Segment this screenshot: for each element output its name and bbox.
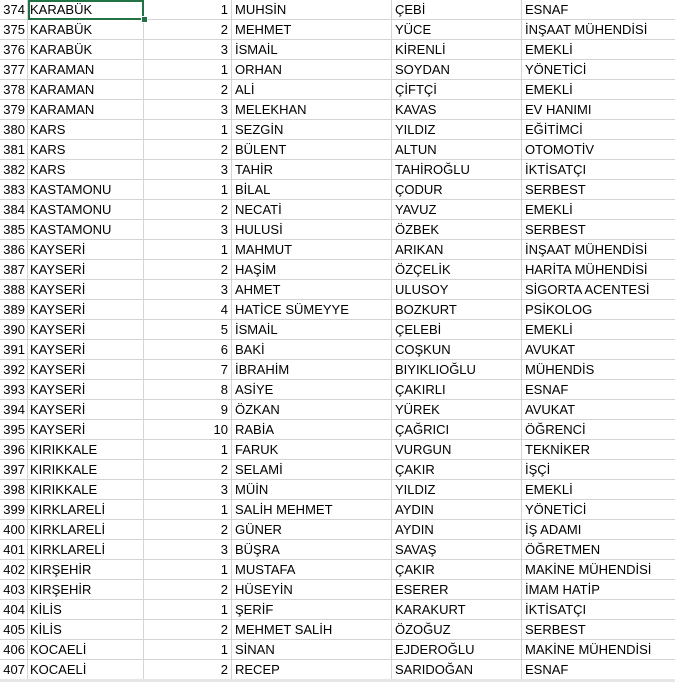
city-cell[interactable]: KAYSERİ: [28, 320, 144, 340]
order-cell[interactable]: 1: [144, 440, 232, 460]
table-row: [0, 300, 675, 320]
occupation-cell[interactable]: EMEKLİ: [522, 320, 675, 340]
order-cell[interactable]: 8: [144, 380, 232, 400]
first-name-cell[interactable]: İSMAİL: [232, 40, 392, 60]
row-number-cell[interactable]: 392: [0, 360, 28, 380]
first-name-cell[interactable]: BİLAL: [232, 180, 392, 200]
order-cell[interactable]: 2: [144, 20, 232, 40]
first-name-cell[interactable]: ŞERİF: [232, 600, 392, 620]
last-name-cell[interactable]: ÇİFTÇİ: [392, 80, 522, 100]
first-name-cell[interactable]: ÖZKAN: [232, 400, 392, 420]
occupation-cell[interactable]: EMEKLİ: [522, 480, 675, 500]
table-row: [0, 220, 675, 240]
first-name-cell[interactable]: MAHMUT: [232, 240, 392, 260]
last-name-cell[interactable]: VURGUN: [392, 440, 522, 460]
occupation-cell[interactable]: İŞ ADAMI: [522, 520, 675, 540]
last-name-cell[interactable]: KARAKURT: [392, 600, 522, 620]
order-cell[interactable]: 3: [144, 280, 232, 300]
city-cell[interactable]: KIRKLARELİ: [28, 500, 144, 520]
first-name-cell[interactable]: ORHAN: [232, 60, 392, 80]
order-cell[interactable]: 1: [144, 640, 232, 660]
city-cell[interactable]: KAYSERİ: [28, 380, 144, 400]
row-number-cell[interactable]: 399: [0, 500, 28, 520]
first-name-cell[interactable]: MEHMET SALİH: [232, 620, 392, 640]
table-row: [0, 100, 675, 120]
last-name-cell[interactable]: ARIKAN: [392, 240, 522, 260]
occupation-cell[interactable]: MÜHENDİS: [522, 360, 675, 380]
first-name-cell[interactable]: GÜNER: [232, 520, 392, 540]
table-row: [0, 460, 675, 480]
row-number-cell[interactable]: 389: [0, 300, 28, 320]
table-row: [0, 40, 675, 60]
occupation-cell[interactable]: PSİKOLOG: [522, 300, 675, 320]
first-name-cell[interactable]: BAKİ: [232, 340, 392, 360]
order-cell[interactable]: 2: [144, 140, 232, 160]
table-row: [0, 320, 675, 340]
last-name-cell[interactable]: SARIDOĞAN: [392, 660, 522, 680]
table-row: [0, 400, 675, 420]
table-row: [0, 600, 675, 620]
first-name-cell[interactable]: SALİH MEHMET: [232, 500, 392, 520]
city-cell[interactable]: KİLİS: [28, 620, 144, 640]
order-cell[interactable]: 7: [144, 360, 232, 380]
order-cell[interactable]: 9: [144, 400, 232, 420]
table-row: [0, 280, 675, 300]
row-number-cell[interactable]: 386: [0, 240, 28, 260]
city-cell[interactable]: KARAMAN: [28, 80, 144, 100]
order-cell[interactable]: 1: [144, 500, 232, 520]
last-name-cell[interactable]: ÇAKIR: [392, 560, 522, 580]
order-cell[interactable]: 2: [144, 80, 232, 100]
city-cell[interactable]: KIRIKKALE: [28, 460, 144, 480]
order-cell[interactable]: 3: [144, 220, 232, 240]
row-number-cell[interactable]: 385: [0, 220, 28, 240]
last-name-cell[interactable]: YILDIZ: [392, 120, 522, 140]
first-name-cell[interactable]: ASİYE: [232, 380, 392, 400]
row-number-cell[interactable]: 384: [0, 200, 28, 220]
first-name-cell[interactable]: HULUSİ: [232, 220, 392, 240]
table-row: [0, 140, 675, 160]
occupation-cell[interactable]: İKTİSATÇI: [522, 160, 675, 180]
occupation-cell[interactable]: OTOMOTİV: [522, 140, 675, 160]
occupation-cell[interactable]: YÖNETİCİ: [522, 60, 675, 80]
last-name-cell[interactable]: YAVUZ: [392, 200, 522, 220]
city-cell[interactable]: KASTAMONU: [28, 180, 144, 200]
row-number-cell[interactable]: 401: [0, 540, 28, 560]
row-number-cell[interactable]: 387: [0, 260, 28, 280]
city-cell[interactable]: KASTAMONU: [28, 220, 144, 240]
last-name-cell[interactable]: YÜCE: [392, 20, 522, 40]
city-cell[interactable]: KARABÜK: [28, 0, 144, 20]
occupation-cell[interactable]: EĞİTİMCİ: [522, 120, 675, 140]
occupation-cell[interactable]: AVUKAT: [522, 400, 675, 420]
table-row: [0, 80, 675, 100]
order-cell[interactable]: 3: [144, 40, 232, 60]
order-cell[interactable]: 2: [144, 260, 232, 280]
table-row: [0, 20, 675, 40]
table-row: [0, 380, 675, 400]
occupation-cell[interactable]: İŞÇİ: [522, 460, 675, 480]
first-name-cell[interactable]: TAHİR: [232, 160, 392, 180]
order-cell[interactable]: 1: [144, 600, 232, 620]
order-cell[interactable]: 4: [144, 300, 232, 320]
last-name-cell[interactable]: ÇAKIR: [392, 460, 522, 480]
city-cell[interactable]: KARABÜK: [28, 20, 144, 40]
fill-handle[interactable]: [141, 16, 148, 23]
row-number-cell[interactable]: 380: [0, 120, 28, 140]
order-cell[interactable]: 5: [144, 320, 232, 340]
first-name-cell[interactable]: İBRAHİM: [232, 360, 392, 380]
row-number-cell[interactable]: 400: [0, 520, 28, 540]
occupation-cell[interactable]: MAKİNE MÜHENDİSİ: [522, 640, 675, 660]
row-number-cell[interactable]: 379: [0, 100, 28, 120]
table-row: [0, 500, 675, 520]
row-number-cell[interactable]: 397: [0, 460, 28, 480]
city-cell[interactable]: KİLİS: [28, 600, 144, 620]
order-cell[interactable]: 3: [144, 540, 232, 560]
occupation-cell[interactable]: SERBEST: [522, 180, 675, 200]
occupation-cell[interactable]: ÖĞRETMEN: [522, 540, 675, 560]
city-cell[interactable]: KIRŞEHİR: [28, 560, 144, 580]
row-number-cell[interactable]: 393: [0, 380, 28, 400]
table-row: [0, 240, 675, 260]
order-cell[interactable]: 2: [144, 520, 232, 540]
city-cell[interactable]: KAYSERİ: [28, 400, 144, 420]
table-row: [0, 640, 675, 660]
row-number-cell[interactable]: 378: [0, 80, 28, 100]
first-name-cell[interactable]: MUSTAFA: [232, 560, 392, 580]
city-cell[interactable]: KAYSERİ: [28, 300, 144, 320]
first-name-cell[interactable]: SELAMİ: [232, 460, 392, 480]
first-name-cell[interactable]: İSMAİL: [232, 320, 392, 340]
last-name-cell[interactable]: KAVAS: [392, 100, 522, 120]
city-cell[interactable]: KIRŞEHİR: [28, 580, 144, 600]
table-row: [0, 660, 675, 680]
city-cell[interactable]: KARABÜK: [28, 40, 144, 60]
occupation-cell[interactable]: EV HANIMI: [522, 100, 675, 120]
order-cell[interactable]: 2: [144, 620, 232, 640]
occupation-cell[interactable]: YÖNETİCİ: [522, 500, 675, 520]
occupation-cell[interactable]: ESNAF: [522, 660, 675, 680]
occupation-cell[interactable]: EMEKLİ: [522, 80, 675, 100]
order-cell[interactable]: 2: [144, 660, 232, 680]
row-number-cell[interactable]: 398: [0, 480, 28, 500]
last-name-cell[interactable]: KİRENLİ: [392, 40, 522, 60]
first-name-cell[interactable]: RABİA: [232, 420, 392, 440]
row-number-cell[interactable]: 406: [0, 640, 28, 660]
last-name-cell[interactable]: AYDIN: [392, 520, 522, 540]
last-name-cell[interactable]: ÇAKIRLI: [392, 380, 522, 400]
last-name-cell[interactable]: BIYIKLIOĞLU: [392, 360, 522, 380]
city-cell[interactable]: KAYSERİ: [28, 340, 144, 360]
city-cell[interactable]: KAYSERİ: [28, 280, 144, 300]
order-cell[interactable]: 1: [144, 0, 232, 20]
city-cell[interactable]: KARS: [28, 160, 144, 180]
order-cell[interactable]: 2: [144, 460, 232, 480]
city-cell[interactable]: KARS: [28, 140, 144, 160]
last-name-cell[interactable]: EJDEROĞLU: [392, 640, 522, 660]
occupation-cell[interactable]: HARİTA MÜHENDİSİ: [522, 260, 675, 280]
last-name-cell[interactable]: YILDIZ: [392, 480, 522, 500]
occupation-cell[interactable]: İNŞAAT MÜHENDİSİ: [522, 20, 675, 40]
last-name-cell[interactable]: BOZKURT: [392, 300, 522, 320]
first-name-cell[interactable]: AHMET: [232, 280, 392, 300]
first-name-cell[interactable]: HAŞİM: [232, 260, 392, 280]
city-cell[interactable]: KIRKLARELİ: [28, 520, 144, 540]
occupation-cell[interactable]: ÖĞRENCİ: [522, 420, 675, 440]
last-name-cell[interactable]: ÇAĞRICI: [392, 420, 522, 440]
row-number-cell[interactable]: 396: [0, 440, 28, 460]
order-cell[interactable]: 2: [144, 200, 232, 220]
first-name-cell[interactable]: HATİCE SÜMEYYE: [232, 300, 392, 320]
first-name-cell[interactable]: MÜİN: [232, 480, 392, 500]
order-cell[interactable]: 3: [144, 160, 232, 180]
table-row: [0, 180, 675, 200]
order-cell[interactable]: 3: [144, 480, 232, 500]
order-cell[interactable]: 3: [144, 100, 232, 120]
row-number-cell[interactable]: 388: [0, 280, 28, 300]
row-number-cell[interactable]: 407: [0, 660, 28, 680]
last-name-cell[interactable]: ÇELEBİ: [392, 320, 522, 340]
table-row: [0, 480, 675, 500]
table-row: [0, 200, 675, 220]
table-row: [0, 440, 675, 460]
city-cell[interactable]: KARS: [28, 120, 144, 140]
city-cell[interactable]: KAYSERİ: [28, 420, 144, 440]
first-name-cell[interactable]: MUHSİN: [232, 0, 392, 20]
last-name-cell[interactable]: COŞKUN: [392, 340, 522, 360]
last-name-cell[interactable]: ALTUN: [392, 140, 522, 160]
last-name-cell[interactable]: TAHİROĞLU: [392, 160, 522, 180]
row-number-cell[interactable]: 374: [0, 0, 28, 20]
last-name-cell[interactable]: YÜREK: [392, 400, 522, 420]
table-row: [0, 160, 675, 180]
table-row: [0, 520, 675, 540]
last-name-cell[interactable]: AYDIN: [392, 500, 522, 520]
table-row: [0, 420, 675, 440]
first-name-cell[interactable]: SİNAN: [232, 640, 392, 660]
city-cell[interactable]: KARAMAN: [28, 100, 144, 120]
city-cell[interactable]: KARAMAN: [28, 60, 144, 80]
occupation-cell[interactable]: ESNAF: [522, 0, 675, 20]
last-name-cell[interactable]: SAVAŞ: [392, 540, 522, 560]
row-number-cell[interactable]: 375: [0, 20, 28, 40]
row-number-cell[interactable]: 377: [0, 60, 28, 80]
order-cell[interactable]: 6: [144, 340, 232, 360]
occupation-cell[interactable]: İNŞAAT MÜHENDİSİ: [522, 240, 675, 260]
order-cell[interactable]: 1: [144, 240, 232, 260]
first-name-cell[interactable]: MEHMET: [232, 20, 392, 40]
city-cell[interactable]: KAYSERİ: [28, 260, 144, 280]
city-cell[interactable]: KAYSERİ: [28, 360, 144, 380]
first-name-cell[interactable]: HÜSEYİN: [232, 580, 392, 600]
first-name-cell[interactable]: NECATİ: [232, 200, 392, 220]
last-name-cell[interactable]: ULUSOY: [392, 280, 522, 300]
first-name-cell[interactable]: BÜŞRA: [232, 540, 392, 560]
occupation-cell[interactable]: İMAM HATİP: [522, 580, 675, 600]
occupation-cell[interactable]: İKTİSATÇI: [522, 600, 675, 620]
row-number-cell[interactable]: 404: [0, 600, 28, 620]
table-row: [0, 560, 675, 580]
row-number-cell[interactable]: 391: [0, 340, 28, 360]
table-row: [0, 540, 675, 560]
occupation-cell[interactable]: SERBEST: [522, 620, 675, 640]
table-row: [0, 60, 675, 80]
city-cell[interactable]: KOCAELİ: [28, 660, 144, 680]
row-number-cell[interactable]: 376: [0, 40, 28, 60]
occupation-cell[interactable]: TEKNİKER: [522, 440, 675, 460]
occupation-cell[interactable]: SERBEST: [522, 220, 675, 240]
city-cell[interactable]: KOCAELİ: [28, 640, 144, 660]
occupation-cell[interactable]: SİGORTA ACENTESİ: [522, 280, 675, 300]
occupation-cell[interactable]: MAKİNE MÜHENDİSİ: [522, 560, 675, 580]
last-name-cell[interactable]: ÇEBİ: [392, 0, 522, 20]
occupation-cell[interactable]: EMEKLİ: [522, 200, 675, 220]
city-cell[interactable]: KASTAMONU: [28, 200, 144, 220]
table-row: [0, 620, 675, 640]
last-name-cell[interactable]: ESERER: [392, 580, 522, 600]
city-cell[interactable]: KIRIKKALE: [28, 480, 144, 500]
table-row: [0, 120, 675, 140]
last-name-cell[interactable]: ÖZOĞUZ: [392, 620, 522, 640]
table-row: [0, 580, 675, 600]
table-row: [0, 260, 675, 280]
occupation-cell[interactable]: AVUKAT: [522, 340, 675, 360]
first-name-cell[interactable]: BÜLENT: [232, 140, 392, 160]
occupation-cell[interactable]: EMEKLİ: [522, 40, 675, 60]
first-name-cell[interactable]: SEZGİN: [232, 120, 392, 140]
row-number-cell[interactable]: 390: [0, 320, 28, 340]
row-number-cell[interactable]: 381: [0, 140, 28, 160]
first-name-cell[interactable]: ALİ: [232, 80, 392, 100]
row-number-cell[interactable]: 394: [0, 400, 28, 420]
row-number-cell[interactable]: 395: [0, 420, 28, 440]
row-number-cell[interactable]: 403: [0, 580, 28, 600]
last-name-cell[interactable]: ÖZÇELİK: [392, 260, 522, 280]
first-name-cell[interactable]: RECEP: [232, 660, 392, 680]
order-cell[interactable]: 1: [144, 60, 232, 80]
table-row: [0, 0, 675, 20]
order-cell[interactable]: 2: [144, 580, 232, 600]
order-cell[interactable]: 1: [144, 560, 232, 580]
city-cell[interactable]: KIRKLARELİ: [28, 540, 144, 560]
city-cell[interactable]: KAYSERİ: [28, 240, 144, 260]
first-name-cell[interactable]: FARUK: [232, 440, 392, 460]
order-cell[interactable]: 10: [144, 420, 232, 440]
order-cell[interactable]: 1: [144, 180, 232, 200]
row-number-cell[interactable]: 382: [0, 160, 28, 180]
order-cell[interactable]: 1: [144, 120, 232, 140]
row-number-cell[interactable]: 402: [0, 560, 28, 580]
table-row: [0, 360, 675, 380]
occupation-cell[interactable]: ESNAF: [522, 380, 675, 400]
last-name-cell[interactable]: ÇODUR: [392, 180, 522, 200]
city-cell[interactable]: KIRIKKALE: [28, 440, 144, 460]
last-name-cell[interactable]: SOYDAN: [392, 60, 522, 80]
table-row: [0, 340, 675, 360]
row-number-cell[interactable]: 383: [0, 180, 28, 200]
last-name-cell[interactable]: ÖZBEK: [392, 220, 522, 240]
row-number-cell[interactable]: 405: [0, 620, 28, 640]
first-name-cell[interactable]: MELEKHAN: [232, 100, 392, 120]
